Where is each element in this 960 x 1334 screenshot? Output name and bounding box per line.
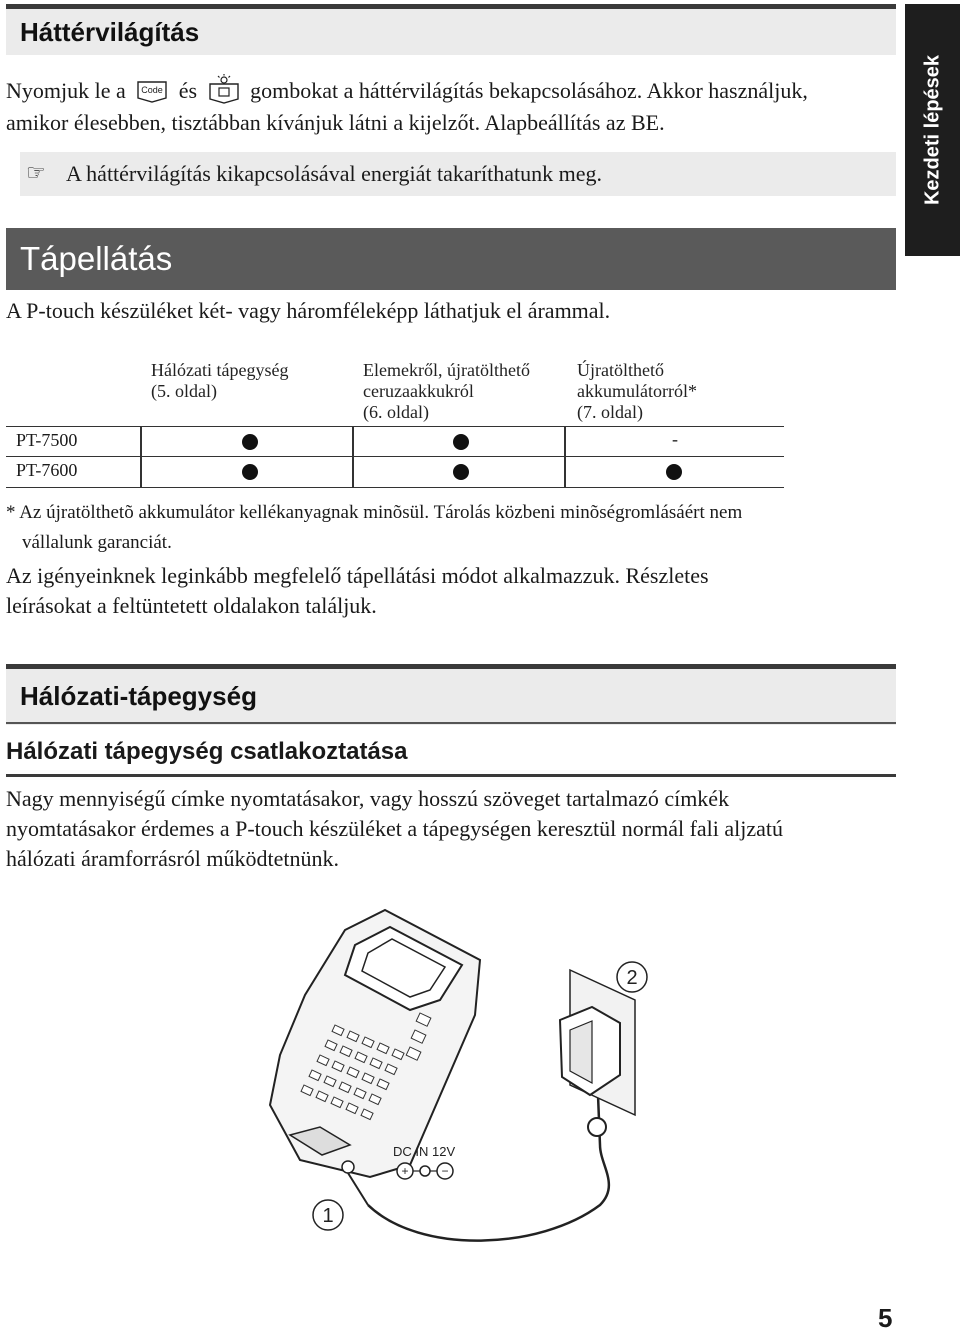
power-title: Tápellátás (20, 240, 173, 277)
ferrite-core (588, 1118, 606, 1136)
text-fragment: Nyomjuk le a (6, 78, 126, 103)
note-box (20, 152, 896, 196)
supported-dot (242, 434, 258, 450)
adapter-heading-bar (6, 664, 896, 725)
power-paragraph-line1: Az igényeinknek leginkább megfelelő tápellátási módot alkalmazzuk. Részletes (6, 563, 709, 588)
dc-in-label: DC IN 12V (393, 1144, 456, 1159)
table-row (6, 456, 784, 488)
svg-text:−: − (441, 1164, 449, 1178)
footnote-line1: * Az újratölthetõ akkumulátor kellékanyagnak minõsül. Tárolás közbeni minõségromlásáért nem (6, 502, 743, 523)
dc-jack (342, 1161, 354, 1173)
table-row (6, 426, 784, 457)
adapter-paragraph-line1: Nagy mennyiségű címke nyomtatásakor, vagy hosszú szöveget tartalmazó címkék (6, 786, 730, 811)
backlight-paragraph-line2: amikor élesebben, tisztábban kívánjuk látni a kijelzőt. Alapbeállítás az BE. (6, 110, 665, 135)
adapter-title: Hálózati-tápegység (20, 681, 257, 711)
footnote-line2: vállalunk garanciát. (22, 532, 172, 553)
backlight-heading-bar (6, 4, 896, 55)
text-fragment: és (178, 78, 198, 103)
supported-dot (242, 464, 258, 480)
power-heading-bar (6, 228, 896, 290)
backlight-paragraph-line1 (6, 74, 808, 106)
svg-text:2: 2 (626, 967, 638, 989)
col-header-batteries: Elemekről, újratölthető ceruzaakkukról (6. oldal) (363, 360, 530, 422)
text-fragment: gombokat a háttérvilágítás bekapcsolásához. Akkor használjuk, (250, 78, 808, 103)
col-header-rechargeable: Újratölthető akkumulátorról* (7. oldal) (577, 360, 697, 422)
polarity-center-icon (420, 1166, 430, 1176)
backlight-title: Háttérvilágítás (20, 17, 200, 47)
page-number: 5 (878, 1303, 893, 1333)
backlight-key-icon (207, 74, 241, 100)
svg-text:1: 1 (322, 1205, 334, 1227)
pointing-hand-icon: ☞ (26, 160, 46, 185)
note-text: A háttérvilágítás kikapcsolásával energiát takaríthatunk meg. (66, 161, 602, 186)
divider (6, 774, 896, 777)
power-paragraph-line2: leírásokat a feltüntetett oldalakon találjuk. (6, 593, 377, 618)
code-key-label: Code (141, 85, 164, 95)
code-key-icon (135, 78, 169, 104)
divider (6, 722, 896, 724)
power-intro: A P-touch készüléket két- vagy háromféleképp láthatjuk el árammal. (6, 298, 611, 323)
supported-dot (453, 434, 469, 450)
not-supported-mark: - (672, 429, 678, 449)
adapter-paragraph-line3: hálózati áramforrásról működtetnünk. (6, 846, 339, 871)
supported-dot (453, 464, 469, 480)
dc-plug (348, 1173, 368, 1205)
model-label: PT-7500 (16, 430, 78, 450)
svg-text:+: + (401, 1164, 409, 1178)
adapter-subtitle: Hálózati tápegység csatlakoztatása (6, 738, 408, 765)
model-label: PT-7600 (16, 460, 78, 480)
adapter-connection-illustration (240, 905, 700, 1265)
section-side-tab (905, 4, 960, 256)
side-tab-label: Kezdeti lépések (921, 54, 943, 206)
col-header-ac: Hálózati tápegység (5. oldal) (151, 360, 289, 401)
adapter-paragraph-line2: nyomtatásakor érdemes a P-touch készüléket a tápegységen keresztül normál fali aljzatú (6, 816, 784, 841)
supported-dot (666, 464, 682, 480)
